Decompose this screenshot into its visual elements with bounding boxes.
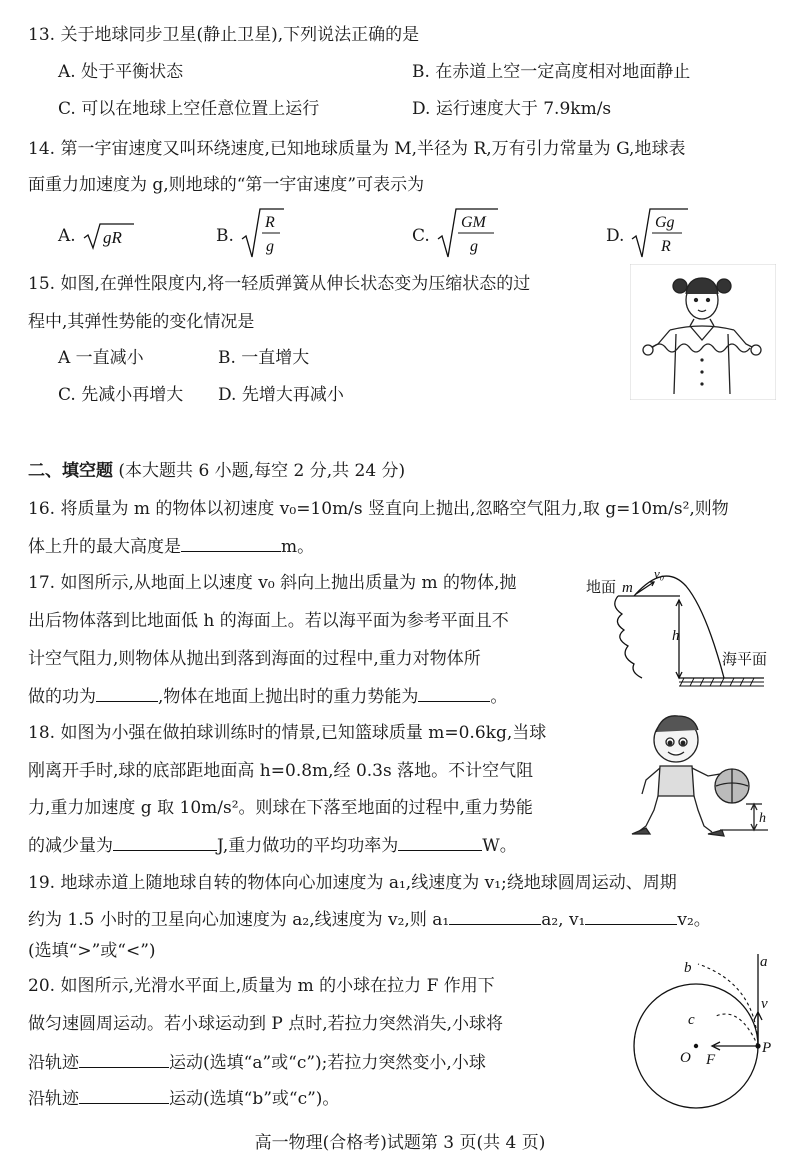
q14-option-b-formula xyxy=(240,205,290,261)
q17-line3: 计空气阻力,则物体从抛出到落到海面的过程中,重力对物体所 xyxy=(28,649,481,669)
girl-with-spring-figure xyxy=(630,264,776,400)
q17-blank-potential-energy[interactable] xyxy=(418,685,490,702)
q14-option-d-den: R xyxy=(661,238,671,255)
q17-line4-text2: ,物体在地面上抛出时的重力势能为 xyxy=(158,687,419,707)
section2-note: (本大题共 6 小题,每空 2 分,共 24 分) xyxy=(118,461,406,481)
q17-line4-text1: 做的功为 xyxy=(28,687,96,707)
q15-option-a: A 一直减小 xyxy=(58,348,144,368)
q15-option-c: C. 先减小再增大 xyxy=(58,385,184,405)
q20-blank-track-2[interactable] xyxy=(79,1087,169,1104)
q14-option-d-label: D. xyxy=(606,226,625,246)
q20-line2: 做匀速圆周运动。若小球运动到 P 点时,若拉力突然消失,小球将 xyxy=(28,1014,504,1034)
q19-blank-acceleration[interactable] xyxy=(449,908,541,925)
q20-line4-text1: 沿轨迹 xyxy=(28,1089,79,1109)
q14-option-b-den: g xyxy=(266,238,274,255)
q14-option-a xyxy=(58,225,76,247)
q18-line4-text2: J,重力做功的平均功率为 xyxy=(217,836,399,856)
q17-blank-work[interactable] xyxy=(96,685,158,702)
q20-line4 xyxy=(28,1087,339,1110)
fig20-b-label: b xyxy=(684,960,692,976)
q13-option-a: A. 处于平衡状态 xyxy=(58,62,184,82)
q16-line2-text: 体上升的最大高度是 xyxy=(28,537,181,557)
q19-blank-velocity[interactable] xyxy=(585,908,677,925)
q18-line4 xyxy=(28,834,517,857)
q16-answer-blank[interactable] xyxy=(181,535,281,552)
q14-option-c-label: C. xyxy=(412,226,430,246)
q16-line2-unit: m。 xyxy=(281,537,315,557)
q18-blank-energy[interactable] xyxy=(113,834,217,851)
q15-option-b: B. 一直增大 xyxy=(218,348,310,368)
q17-line1: 17. 如图所示,从地面上以速度 v₀ 斜向上抛出质量为 m 的物体,抛 xyxy=(28,573,517,593)
q14-option-c-den: g xyxy=(470,238,478,255)
q17-line2: 出后物体落到比地面低 h 的海面上。若以海平面为参考平面且不 xyxy=(28,611,509,631)
circular-motion-figure xyxy=(614,944,786,1112)
fig20-O-label: O xyxy=(680,1050,691,1066)
q18-line4-unit: W。 xyxy=(482,836,517,856)
q13-stem: 13. 关于地球同步卫星(静止卫星),下列说法正确的是 xyxy=(28,25,420,45)
q13-option-b: B. 在赤道上空一定高度相对地面静止 xyxy=(412,62,691,82)
q19-line2-text1: 约为 1.5 小时的卫星向心加速度为 a₂,线速度为 v₂,则 a₁ xyxy=(28,910,450,930)
q14-stem-line1: 14. 第一宇宙速度又叫环绕速度,已知地球质量为 M,半径为 R,万有引力常量为 G,地球表 xyxy=(28,139,686,159)
q20-line3 xyxy=(28,1051,486,1074)
fig20-v-label: v xyxy=(761,996,768,1012)
q14-option-d-num: Gg xyxy=(655,214,675,231)
page-footer: 高一物理(合格考)试题第 3 页(共 4 页) xyxy=(254,1133,546,1153)
q18-blank-power[interactable] xyxy=(398,834,482,851)
q18-line3: 力,重力加速度 g 取 10m/s²。则球在下落至地面的过程中,重力势能 xyxy=(28,798,533,818)
q14-stem-line2: 面重力加速度为 g,则地球的“第一宇宙速度”可表示为 xyxy=(28,175,425,195)
q14-option-d xyxy=(606,225,624,247)
q20-line1: 20. 如图所示,光滑水平面上,质量为 m 的小球在拉力 F 作用下 xyxy=(28,976,495,996)
q18-line2: 刚离开手时,球的底部距地面高 h=0.8m,经 0.3s 落地。不计空气阻 xyxy=(28,761,534,781)
q17-line4-end: 。 xyxy=(490,687,508,707)
fig20-a-label: a xyxy=(760,954,768,970)
q13-option-c: C. 可以在地球上空任意位置上运行 xyxy=(58,99,320,119)
fig20-F-label: F xyxy=(706,1052,716,1068)
q14-option-d-formula xyxy=(630,205,694,261)
q19-line2-text2: a₂, v₁ xyxy=(541,910,586,930)
fig20-P-label: P xyxy=(762,1040,772,1056)
q20-line4-text2: 运动(选填“b”或“c”)。 xyxy=(169,1089,340,1109)
q20-blank-track-1[interactable] xyxy=(79,1051,169,1068)
q14-option-b-num: R xyxy=(265,214,275,231)
fig18-h-label: h xyxy=(759,811,766,826)
q15-option-d: D. 先增大再减小 xyxy=(218,385,344,405)
q15-stem-line2: 程中,其弹性势能的变化情况是 xyxy=(28,312,255,332)
q14-option-c xyxy=(412,225,430,247)
q14-option-b xyxy=(216,225,234,247)
q19-line2-text3: v₂。 xyxy=(677,910,711,930)
q16-line2 xyxy=(28,535,314,558)
q19-line2 xyxy=(28,908,711,931)
projectile-to-sea-figure xyxy=(584,566,784,700)
boy-dribbling-figure xyxy=(628,710,778,844)
q14-option-a-label: A. xyxy=(58,226,76,246)
q13-option-d: D. 运行速度大于 7.9km/s xyxy=(412,99,612,119)
q14-option-c-num: GM xyxy=(461,214,486,231)
q19-line3: (选填“>”或“<”) xyxy=(28,941,156,961)
q20-line3-text1: 沿轨迹 xyxy=(28,1053,79,1073)
q18-line1: 18. 如图为小强在做拍球训练时的情景,已知篮球质量 m=0.6kg,当球 xyxy=(28,723,547,743)
q20-line3-text2: 运动(选填“a”或“c”);若拉力突然变小,小球 xyxy=(169,1053,486,1073)
fig17-mass-label: m xyxy=(622,580,633,596)
fig17-v0-label: v₀ xyxy=(654,566,665,581)
q14-option-c-formula xyxy=(436,205,506,261)
q14-option-a-expr: gR xyxy=(103,228,122,247)
fig17-ground-label: 地面 xyxy=(586,580,617,596)
q18-line4-text1: 的减少量为 xyxy=(28,836,113,856)
q14-option-a-formula xyxy=(82,218,142,252)
fig17-h-label: h xyxy=(672,628,680,644)
q16-line1: 16. 将质量为 m 的物体以初速度 v₀=10m/s 竖直向上抛出,忽略空气阻力,取 g=10m/s²,则物 xyxy=(28,499,729,519)
section2-title: 二、填空题 xyxy=(28,461,113,481)
q17-line4 xyxy=(28,685,507,708)
q15-stem-line1: 15. 如图,在弹性限度内,将一轻质弹簧从伸长状态变为压缩状态的过 xyxy=(28,274,531,294)
fig17-sea-label: 海平面 xyxy=(722,652,768,668)
fig20-c-label: c xyxy=(688,1012,695,1028)
section2-heading xyxy=(28,460,405,482)
q14-option-b-label: B. xyxy=(216,226,234,246)
q19-line1: 19. 地球赤道上随地球自转的物体向心加速度为 a₁,线速度为 v₁;绕地球圆周运动、周期 xyxy=(28,873,677,893)
